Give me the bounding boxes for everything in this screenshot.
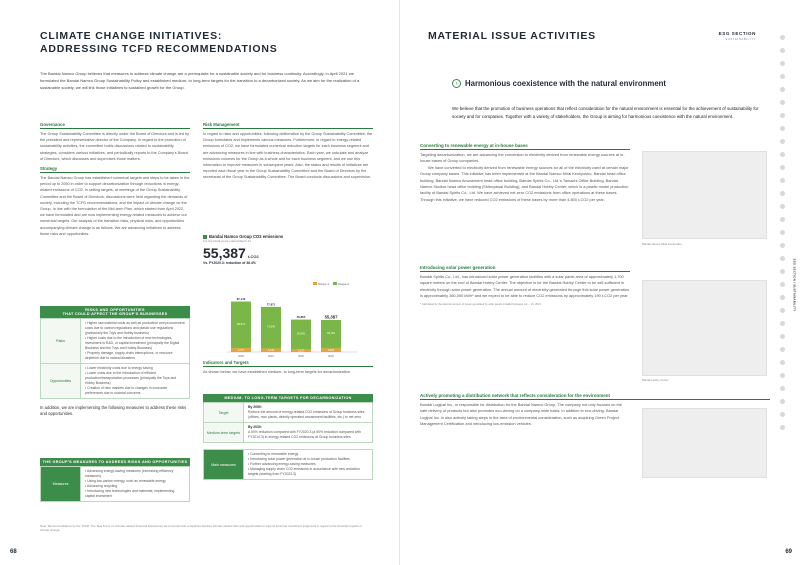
square-icon (203, 235, 207, 239)
right-column (203, 122, 373, 181)
nav-dot[interactable] (780, 152, 785, 157)
page-number-left: 68 (10, 549, 17, 555)
risks-label: Risks (41, 319, 81, 363)
measures-label: Measures (41, 467, 81, 501)
medium-row (204, 423, 372, 442)
scope1-label: 6,284 (328, 349, 334, 353)
nav-dot[interactable] (780, 74, 785, 79)
list-item: • Advancing energy-saving measures (increasing efficiency measures) (85, 469, 174, 478)
list-item: • Managing supply chain CO2 emissions in accordance with new reduction targets (starting from FY2023.3) (248, 467, 360, 476)
x-tick-label: 2022 (298, 355, 304, 358)
nav-dot[interactable] (780, 269, 785, 274)
opportunities-items (81, 364, 189, 398)
nav-dot[interactable] (780, 412, 785, 417)
main-measures-label: Main measures (204, 450, 244, 479)
measures-items (81, 467, 189, 501)
nav-dot[interactable] (780, 165, 785, 170)
esg-section-header (719, 31, 756, 41)
risks-table-header (40, 306, 190, 318)
nav-dot[interactable] (780, 360, 785, 365)
nav-dot[interactable] (780, 126, 785, 131)
nav-dot[interactable] (780, 308, 785, 313)
scope1-label: 6,136 (268, 349, 274, 353)
chart-total (203, 245, 373, 261)
nav-dot[interactable] (780, 282, 785, 287)
nav-dot[interactable] (780, 178, 785, 183)
left-column (40, 122, 190, 237)
strategy-text: The Bandai Namco Group has established numerical targets and steps to be taken in the period up to 2050 in order to support decarbonization through reductions in energy-related emissions of CO2. In setting targets, at meetings of the Group Sustainability Committee and the Board of Directors, discussions were held regarding the demands of society, including the TCFD recommendations, and the impact of climate change on the Group. In line with the formulation of the Mid-term Plan, which started from April 2022, we have formulated and are now implementing energy-related measures to achieve our numerical targets. Our analysis of the transition risks, physical risks, and opportunities accompanying climate change is as follows. We are advancing initiatives to address these risks and opportunities. (40, 176, 190, 236)
list-item: • Creation of new markets due to changes in consumer preferences due to societal concerns (85, 386, 168, 395)
chart-subheading: For the fiscal years ended March 31 (203, 239, 251, 243)
nav-dot[interactable] (780, 191, 785, 196)
legend-swatch (313, 282, 317, 285)
page-number-right: 69 (785, 549, 792, 555)
right-page (400, 0, 800, 565)
legend-label: Scope 2 (338, 282, 350, 286)
risks-table-body (40, 318, 190, 399)
renewable-text-1: Targeting decarbonization, we are advancing the conversion to electricity derived from renewable energy sources at in-house bases of Group companies. (420, 152, 625, 164)
nav-dot[interactable] (780, 113, 785, 118)
scope2-label: 80,573 (237, 322, 245, 326)
photo-distribution (642, 408, 767, 478)
scope2-label: 50,941 (297, 332, 305, 336)
nav-dot[interactable] (780, 334, 785, 339)
esg-section-label: ESG SECTION (718, 31, 756, 36)
target-row (204, 403, 372, 423)
nav-dot[interactable] (780, 217, 785, 222)
nav-dot[interactable] (780, 139, 785, 144)
intro-text: The Bandai Namco Group believes that measures to address climate change are a prerequisite for a sustainable society and for business continuity. Accordingly, in April 2021 we formulated the Bandai Namco Group Sustainability Policy and established medium- to long-term targets for the transition to a decarbonized society. As we aim for the realization of a sustainable society, we will link those initiatives to sustained growth for the Group. (40, 71, 360, 90)
indicators-section (203, 360, 373, 375)
main-measures-cell (244, 450, 372, 479)
chart-big-unit: t-CO2 (247, 254, 259, 259)
list-item: • Introducing solar power generation at in-house production facilities (248, 457, 350, 461)
scope1-label: 5,187 (298, 349, 304, 353)
targets-table-header: MEDIUM- TO LONG-TERM TARGETS FOR DECARBONIZATION (203, 394, 373, 402)
photo2-caption: Bandai Hobby Center (642, 378, 669, 382)
solar-text: Bandai Spirits Co., Ltd., has introduced solar power generation facilities with a solar panel area of approximately 1,700 square meters on the roof of Bandai Hobby Center. The objective is for the Bandai Hobby Center to be self-sufficient in electricity through solar power generation. The annual amount of electricity generated through this solar power generation is approximately 360,000 kWh* and we expect to be able to reduce CO2 emissions by approximately 190 t-CO2 per year. (420, 274, 630, 299)
x-tick-label: 2023 (328, 355, 334, 358)
legend-swatch (333, 282, 337, 285)
list-item: • Introducing new technologies and materials; implementing capital investment (85, 489, 175, 498)
nav-dot[interactable] (780, 243, 785, 248)
tcfd-note: Note: Recommendations by the TCFD: The Task Force on Climate-related Financial Disclosures recommends that companies disclose climate-related risks and opportunities to support informed investment judgments in regard to the financial impacts of climate change. (40, 524, 362, 533)
x-tick-label: 2021 (268, 355, 274, 358)
legend-scope1 (313, 282, 329, 286)
total-label: 77,871 (266, 302, 276, 307)
section-heading-text: Harmonious coexistence with the natural environment (465, 79, 667, 88)
addition-text: In addition, we are implementing the following measures to address these risks and opportunities. (40, 405, 187, 417)
medium-by: By 2030: (248, 425, 262, 429)
target-text: Reduce the amount of energy-related CO2 emissions of Group business sites (offices, own plants, directly operated amusement facilities, etc.) to net zero (248, 410, 365, 419)
side-tab-label: ESG SECTION / SUSTAINABILITY (792, 258, 797, 312)
main-measures (203, 449, 373, 480)
indicators-text: As shown below, we have established medium- to long-term targets for decarbonization. (203, 370, 351, 374)
measures-row (41, 467, 189, 501)
target-by: By 2050: (248, 405, 262, 409)
nav-dot[interactable] (780, 61, 785, 66)
left-title (40, 30, 278, 56)
risks-items (81, 319, 189, 363)
scope1-label: 6,777 (238, 349, 244, 353)
measures-table-body (40, 466, 190, 502)
distribution-text: Bandai Logipal Inc., is responsible for distribution for the Bandai Namco Group. The company not only focuses on the safe delivery of products but also promotes eco-driving on a company-wide basis. In addition to eco-driving, Bandai Logipal Inc. is also actively taking steps in the area of environmental consideration, such as acquiring Green Project Management Certification and introducing low-emission vehicles. (420, 402, 622, 427)
list-item: • Property damage, supply chain interruptions, or resource depletion due to natural disasters (85, 351, 173, 360)
chart-big-number: 55,387 (203, 245, 246, 261)
chart-svg (227, 290, 357, 360)
total-label: 55,387 (324, 314, 338, 320)
nav-dot[interactable] (780, 48, 785, 53)
nav-dot[interactable] (780, 100, 785, 105)
nav-dot[interactable] (780, 386, 785, 391)
nav-dot[interactable] (780, 373, 785, 378)
solar-section (420, 265, 630, 306)
esg-sub-label: SUSTAINABILITY (725, 37, 756, 41)
medium-label: Medium-term targets (204, 423, 244, 442)
nav-dot[interactable] (780, 425, 785, 430)
opportunities-row (41, 364, 189, 398)
indicators-title: Indicators and Targets (203, 360, 373, 367)
legend-label: Scope 1 (318, 282, 330, 286)
list-item: • Higher costs due to the introduction of new technologies, investment in R&D, or capital investment (principally the Digital Business and the Toys and Hobby Business) (85, 336, 180, 350)
lead-text: We believe that the promotion of business operations that reflect consideration for the natural environment is essential for the achievement of sustainability for society and for companies. Together with a variety of stakeholders, the Group is aiming for harmonious coexistence with the natural environment. (452, 106, 759, 119)
medium-text: A 50% reduction compared with FY2020.3 (a 50% reduction compared with FY2014.3) in energy-related CO2 emissions at Group business sites (248, 430, 361, 439)
risk-management-title: Risk Management (203, 122, 373, 129)
photo-hobby-center (642, 280, 767, 376)
target-label: Target (204, 403, 244, 422)
distribution-title: Actively promoting a distribution network that reflects consideration for the environment (420, 393, 770, 400)
list-item: • Further advancing energy-saving measures (248, 462, 316, 466)
title-line-2: ADDRESSING TCFD RECOMMENDATIONS (40, 43, 278, 55)
list-item: • Lower costs due to the introduction of efficient production/transportation processes (principally the Toys and Hobby Business) (85, 371, 177, 385)
nav-dot[interactable] (780, 295, 785, 300)
list-item: • Using low-carbon energy, such as renewable energy (85, 479, 166, 483)
nav-dot[interactable] (780, 87, 785, 92)
risks-table (40, 306, 190, 417)
strategy-title: Strategy (40, 166, 190, 173)
section-heading (452, 79, 666, 88)
nav-dot[interactable] (780, 256, 785, 261)
targets-table-body (203, 402, 373, 443)
co2-chart (203, 234, 373, 358)
nav-dot[interactable] (780, 347, 785, 352)
governance-text: The Group Sustainability Committee is directly under the Board of Directors and is led by the president and representative director of the Company. In regard to the promotion of sustainability activities, the committee holds discussions related to sustainability strategies, considers various initiatives, and periodically reports to the Company's Board of Directors, which discusses and supervises those matters. (40, 132, 189, 161)
targets-table (203, 394, 373, 480)
total-label: 87,140 (236, 297, 246, 302)
governance-title: Governance (40, 122, 190, 129)
list-item: • Higher raw material costs as well as production and procurement costs due to carbon regulations and plastic use regulations (particularly the Toys and Hobby business) (85, 321, 185, 335)
solar-title: Introducing solar power generation (420, 265, 630, 272)
opportunities-label: Opportunities (41, 364, 81, 398)
list-item: • Lower electricity costs due to energy saving (85, 366, 153, 370)
scope2-label: 71,946 (267, 325, 275, 329)
x-tick-label: 2020 (238, 355, 244, 358)
nav-dot[interactable] (780, 230, 785, 235)
right-title: MATERIAL ISSUE ACTIVITIES (428, 30, 596, 42)
chart-legend (313, 282, 349, 286)
measures-table (40, 458, 190, 502)
renewable-section (420, 143, 630, 203)
risks-row (41, 319, 189, 364)
nav-dot[interactable] (780, 35, 785, 40)
total-label: 56,865 (296, 315, 306, 320)
solar-note: * Calculated by the planned amount of power generated by solar panels installed between Jul. – 16, 2021 (420, 302, 541, 306)
title-line-1: CLIMATE CHANGE INITIATIVES: (40, 30, 223, 42)
measures-table-header: THE GROUP'S MEASURES TO ADDRESS RISKS AND OPPORTUNITIES (40, 458, 190, 466)
risks-table-title-2: THAT COULD AFFECT THE GROUP'S BUSINESSES (62, 312, 168, 316)
chart-heading-text: Bandai Namco Group CO2 emissions (209, 234, 284, 239)
nav-dot[interactable] (780, 321, 785, 326)
renewable-title: Converting to renewable energy at in-house bases (420, 143, 630, 150)
nav-dot[interactable] (780, 204, 785, 209)
risk-management-text: In regard to risks and opportunities, following deliberation by the Group Sustainability Committee, the Group formulates and implements various measures. Furthermore, in regard to energy-related emissions of CO2, we have formulated numerical reduction targets for each business segment and are advancing measures in line with business characteristics. Each year, we calculate and analyze emissions volumes for the Group as a whole and for each business segment, and we use this information to improve measures in subsequent years. Also, the status and results of initiatives are reported each fiscal year to the Group Sustainability Committee and the Board of Directors by the secretariat of the Group Sustainability Committee. The Board conducts discussions and supervision. (203, 132, 373, 180)
photo1-caption: Bandai Namco Mirai Kenkyusho (642, 242, 682, 246)
list-item: • Advancing recycling (85, 484, 118, 488)
nav-dot[interactable] (780, 399, 785, 404)
arrow-right-icon: › (452, 79, 461, 88)
side-navigation (780, 35, 788, 438)
list-item: • Converting to renewable energy (248, 452, 299, 456)
medium-cell (244, 423, 372, 442)
legend-scope2 (333, 282, 349, 286)
scope2-label: 49,104 (327, 332, 335, 336)
risks-table-title-1: RISKS AND OPPORTUNITIES (85, 308, 145, 312)
side-tab[interactable] (790, 245, 798, 325)
target-cell (244, 403, 372, 422)
photo-mirai-kenkyusho (642, 151, 767, 239)
renewable-text-2: We have converted to electricity derived from renewable energy sources for all of the electricity used at certain major Group company bases. This initiative has been implemented at the Bandai Namco Mirai Kenkyusho, Bandai head office building, Bandai Namco Amusement head office building, Bandai Spirits Co., Ltd.'s Tamachi Office Building, Bandai Namco Studios head office building (Shibuyawai Building), and Bandai Hobby Center, which is a plastic model production facility of Bandai Spirits Co., Ltd. We have achieved net zero CO2 emissions from office operations at these bases. Through this initiative, we have reduced CO2 emissions of these bases by more than 4,800 t-CO2 per year. (420, 164, 629, 202)
chart-reduction: Vs. FY2020.3: reduction of 36.4% (203, 261, 256, 265)
